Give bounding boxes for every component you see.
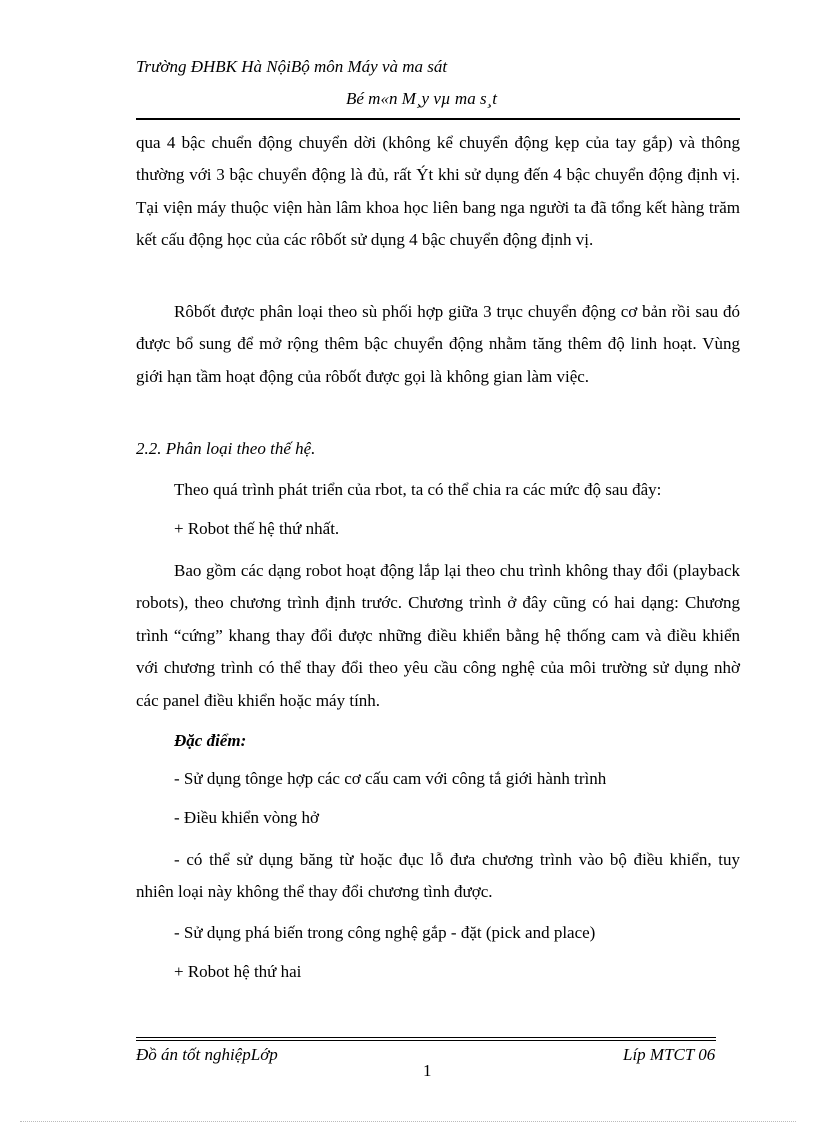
robot-generation-2: + Robot hệ thứ hai [174,962,302,981]
page-bottom-dotted-line [20,1121,796,1122]
footer-divider-bottom [136,1040,716,1041]
paragraph-1: qua 4 bậc chuển động chuyển dời (không kể chuyển động kẹp của tay gắp) và thông thường với 3 bậc chuyển động là đủ, rất Ýt khi sử dụng đến 4 bậc chuyển động định vị. Tại viện máy thuộc viện hàn lâm khoa học liên bang nga người ta đã tổng kết hàng trăm kết cấu động học của các rôbốt sử dụng 4 bậc chuyển động định vị. [136,133,740,250]
paragraph-3: Theo quá trình phát triển của rbot, ta có thể chia ra các mức độ sau đây: [174,480,662,499]
header-department-line: Bé m«n M¸y vµ ma s¸t [346,89,497,108]
section-heading: 2.2. Phân loại theo thế hệ. [136,439,316,458]
feature-4: - Sử dụng phá biến trong công nghệ gắp - đặt (pick and place) [174,923,596,942]
footer-left-text: Đồ án tốt nghiệpLớp [136,1045,278,1064]
page-number: 1 [423,1061,432,1080]
footer-divider-top [136,1037,716,1038]
feature-2: - Điều khiển vòng hở [174,808,319,827]
paragraph-2: Rôbốt được phân loại theo sù phối hợp giữa 3 trục chuyển động cơ bản rồi sau đó được bổ sung để mở rộng thêm bậc chuyển động nhằm tăng thêm độ linh hoạt. Vùng giới hạn tầm hoạt động của rôbốt được gọi là không gian làm việc. [136,302,740,386]
footer-class-text: Líp MTCT 06 [623,1045,716,1064]
feature-3: - có thể sử dụng băng từ hoặc đục lỗ đưa chương trình vào bộ điều khiển, tuy nhiên loại này không thể thay đổi chương tình được. [136,850,740,902]
feature-1: - Sử dụng tônge hợp các cơ cấu cam với công tắ giới hành trình [174,769,607,788]
paragraph-5: Bao gồm các dạng robot hoạt động lắp lại theo chu trình không thay đổi (playback robots), theo chương trình định trước. Chương trình ở đây cũng có hai dạng: Chương trình “cứng” khang thay đổi được những điều khiển bằng hệ thống cam và điều khiển với chương trình có thể thay đổi theo yêu cầu công nghệ của môi trường sử dụng nhờ các panel điều khiển hoặc máy tính. [136,561,740,710]
robot-generation-1: + Robot thế hệ thứ nhất. [174,519,340,538]
header-school-line: Trường ĐHBK Hà NộiBộ môn Máy và ma sát [136,57,448,76]
header-divider [136,118,740,120]
features-heading: Đặc điểm: [174,731,247,750]
